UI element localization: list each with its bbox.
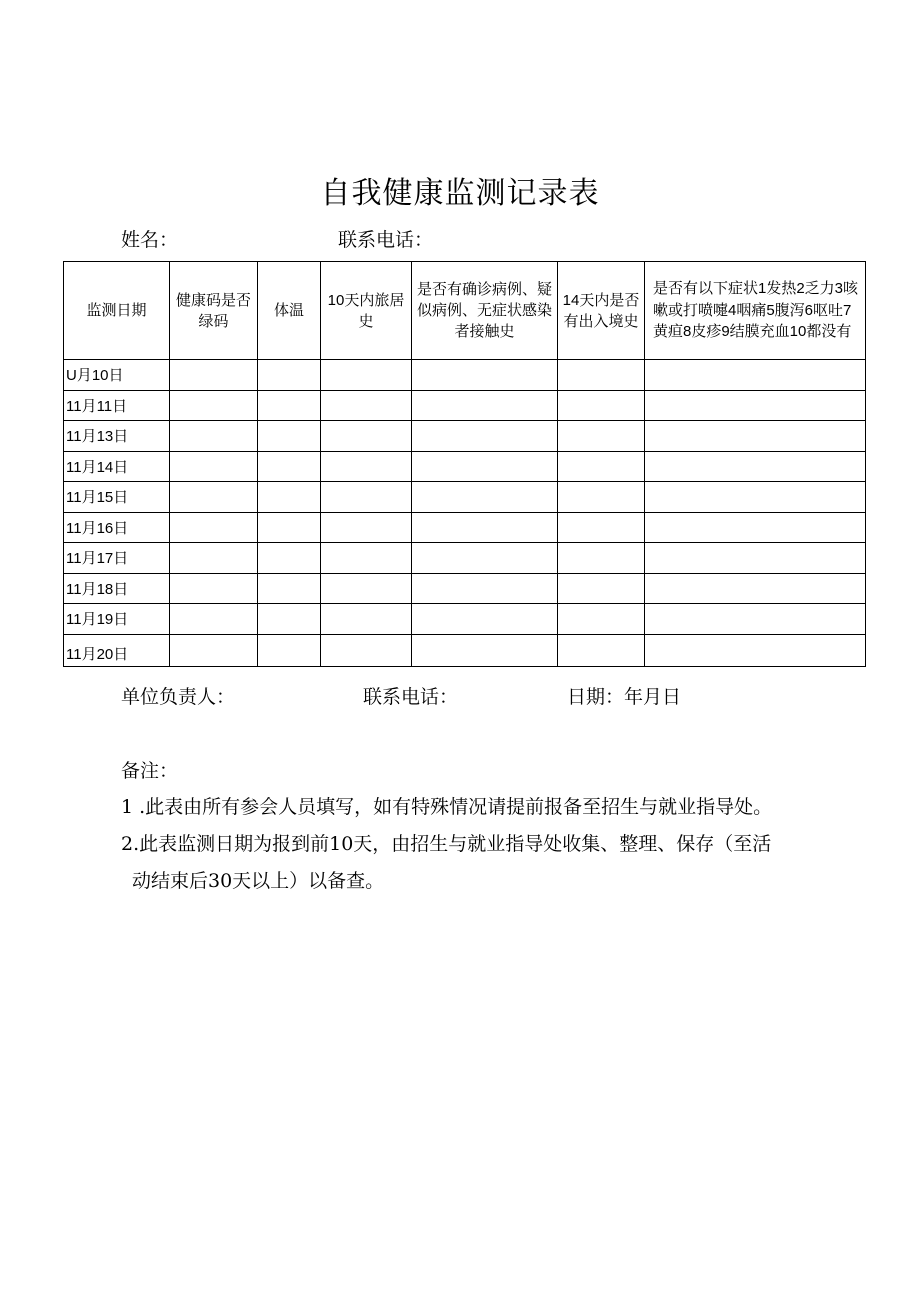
temperature-cell[interactable]: [258, 360, 321, 391]
temperature-cell[interactable]: [258, 573, 321, 604]
date-cell: 11月16日: [64, 512, 170, 543]
health-code-cell[interactable]: [170, 390, 258, 421]
contact-cell[interactable]: [412, 390, 558, 421]
column-header-temperature: 体温: [258, 262, 321, 360]
travel-cell[interactable]: [321, 482, 412, 513]
symptoms-cell[interactable]: [645, 360, 866, 391]
entry-exit-cell[interactable]: [558, 451, 645, 482]
symptoms-cell[interactable]: [645, 451, 866, 482]
column-header-symptoms: 是否有以下症状1发热2乏力3咳嗽或打喷嚏4咽痛5腹泻6呕吐7黄疸8皮疹9结膜充血10都没有: [645, 262, 866, 360]
entry-exit-cell[interactable]: [558, 421, 645, 452]
contact-cell[interactable]: [412, 451, 558, 482]
temperature-cell[interactable]: [258, 390, 321, 421]
date-cell: 11月13日: [64, 421, 170, 452]
entry-exit-cell[interactable]: [558, 604, 645, 635]
health-code-cell[interactable]: [170, 543, 258, 574]
entry-exit-cell[interactable]: [558, 573, 645, 604]
date-cell: 11月15日: [64, 482, 170, 513]
date-label: 日期：年月日: [567, 686, 682, 708]
contact-cell[interactable]: [412, 421, 558, 452]
travel-cell[interactable]: [321, 421, 412, 452]
column-header-health-code: 健康码是否绿码: [170, 262, 258, 360]
temperature-cell[interactable]: [258, 604, 321, 635]
symptoms-cell[interactable]: [645, 482, 866, 513]
contact-cell[interactable]: [412, 604, 558, 635]
health-code-cell[interactable]: [170, 482, 258, 513]
health-code-cell[interactable]: [170, 573, 258, 604]
table-row: [64, 390, 866, 421]
column-header-contact-history: 是否有确诊病例、疑似病例、无症状感染者接触史: [412, 262, 558, 360]
travel-cell[interactable]: [321, 390, 412, 421]
note-item: 1 .此表由所有参会人员填写，如有特殊情况请提前报备至招生与就业指导处。: [121, 796, 773, 818]
unit-leader-label: 单位负责人：: [121, 686, 236, 708]
health-code-cell[interactable]: [170, 451, 258, 482]
symptoms-cell[interactable]: [645, 512, 866, 543]
temperature-cell[interactable]: [258, 421, 321, 452]
travel-cell[interactable]: [321, 451, 412, 482]
notes-heading: 备注：: [121, 760, 179, 782]
travel-cell[interactable]: [321, 634, 412, 666]
table-row: [64, 604, 866, 635]
table-row: [64, 421, 866, 452]
column-header-travel-history: 10天内旅居史: [321, 262, 412, 360]
page-title: 自我健康监测记录表: [320, 176, 600, 211]
symptoms-cell[interactable]: [645, 390, 866, 421]
temperature-cell[interactable]: [258, 543, 321, 574]
health-code-cell[interactable]: [170, 421, 258, 452]
travel-cell[interactable]: [321, 360, 412, 391]
symptoms-cell[interactable]: [645, 634, 866, 666]
date-cell: 11月20日: [64, 634, 170, 666]
health-code-cell[interactable]: [170, 360, 258, 391]
health-code-cell[interactable]: [170, 512, 258, 543]
symptoms-cell[interactable]: [645, 421, 866, 452]
entry-exit-cell[interactable]: [558, 360, 645, 391]
temperature-cell[interactable]: [258, 512, 321, 543]
phone-label: 联系电话：: [338, 229, 434, 251]
name-label: 姓名：: [121, 229, 179, 251]
date-cell: 11月14日: [64, 451, 170, 482]
table-row: [64, 360, 866, 391]
contact-cell[interactable]: [412, 482, 558, 513]
table-header-row: [64, 262, 866, 360]
table-row: [64, 482, 866, 513]
temperature-cell[interactable]: [258, 634, 321, 666]
date-cell: U月10日: [64, 360, 170, 391]
symptoms-cell[interactable]: [645, 573, 866, 604]
travel-cell[interactable]: [321, 573, 412, 604]
date-cell: 11月17日: [64, 543, 170, 574]
entry-exit-cell[interactable]: [558, 634, 645, 666]
entry-exit-cell[interactable]: [558, 543, 645, 574]
table-row: [64, 451, 866, 482]
symptoms-cell[interactable]: [645, 543, 866, 574]
column-header-date: 监测日期: [64, 262, 170, 360]
entry-exit-cell[interactable]: [558, 512, 645, 543]
health-code-cell[interactable]: [170, 634, 258, 666]
contact-cell[interactable]: [412, 573, 558, 604]
table-row: [64, 512, 866, 543]
travel-cell[interactable]: [321, 543, 412, 574]
entry-exit-cell[interactable]: [558, 482, 645, 513]
footer-phone-label: 联系电话：: [363, 686, 459, 708]
contact-cell[interactable]: [412, 512, 558, 543]
table-row: [64, 543, 866, 574]
monitoring-table: [63, 261, 866, 667]
contact-cell[interactable]: [412, 543, 558, 574]
contact-cell[interactable]: [412, 634, 558, 666]
temperature-cell[interactable]: [258, 482, 321, 513]
table-row: [64, 573, 866, 604]
travel-cell[interactable]: [321, 512, 412, 543]
temperature-cell[interactable]: [258, 451, 321, 482]
contact-cell[interactable]: [412, 360, 558, 391]
column-header-entry-exit-history: 14天内是否有出入境史: [558, 262, 645, 360]
date-cell: 11月18日: [64, 573, 170, 604]
health-code-cell[interactable]: [170, 604, 258, 635]
date-cell: 11月19日: [64, 604, 170, 635]
note-item: 动结束后30天以上）以备查。: [132, 870, 385, 892]
date-cell: 11月11日: [64, 390, 170, 421]
entry-exit-cell[interactable]: [558, 390, 645, 421]
travel-cell[interactable]: [321, 604, 412, 635]
symptoms-cell[interactable]: [645, 604, 866, 635]
note-item: 2.此表监测日期为报到前10天，由招生与就业指导处收集、整理、保存（至活: [121, 833, 772, 855]
table-row: [64, 634, 866, 666]
